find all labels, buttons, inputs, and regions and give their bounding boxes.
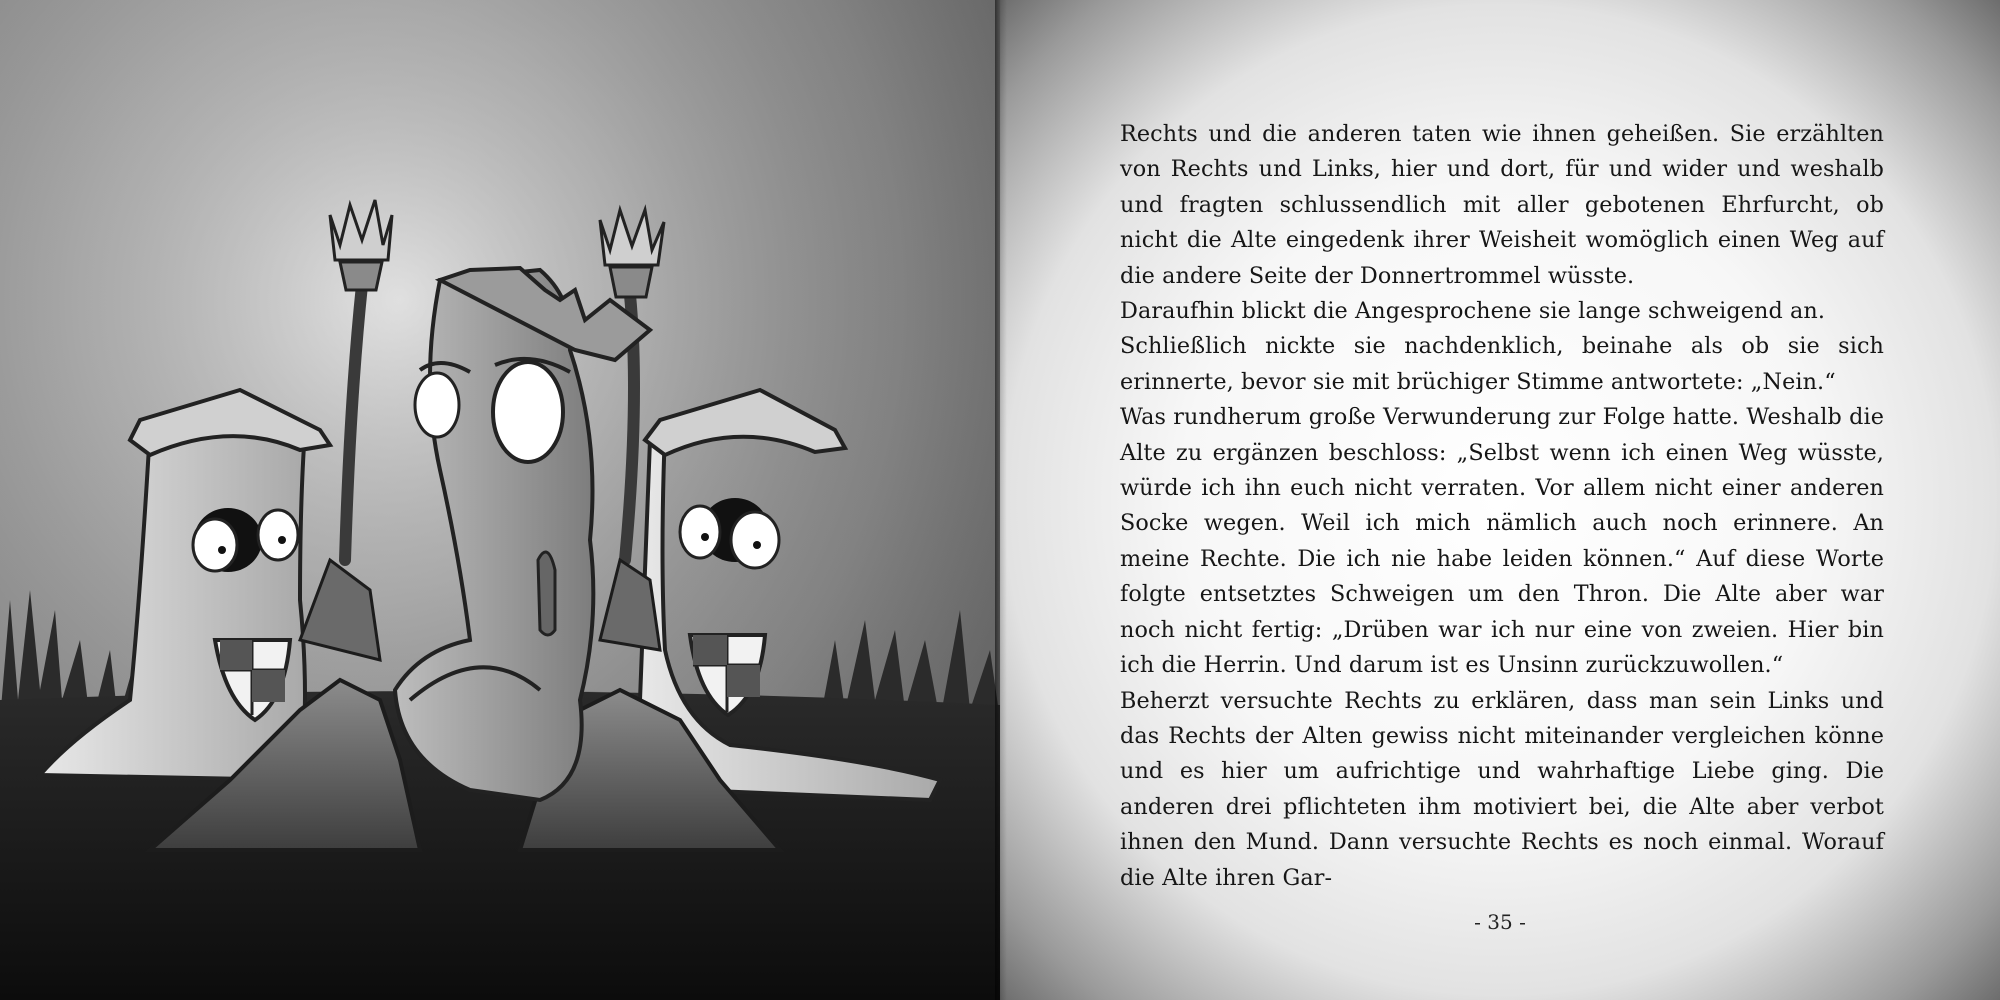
paragraph-5: Beherzt versuchte Rechts zu erklären, dass man sein Links und das Rechts der Alten gewiss nicht miteinander vergleichen könne und es hier um aufrichtige und wahrhaftige Liebe ging. Die anderen drei pflichteten ihm motiviert bei, die Alte aber verbot ihnen den Mund. Dann versuchte Rechts es noch einmal. Worauf die Alte ihren Gar- [1120, 687, 1884, 891]
paragraph-2: Daraufhin blickt die Angesprochene sie lange schweigend an. [1120, 298, 1826, 325]
page-number: - 35 - [1474, 910, 1526, 934]
paragraph-1: Rechts und die anderen taten wie ihnen geheißen. Sie erzählten von Rechts und Links, hier und dort, für und wider und weshalb und fragten schlussendlich mit aller gebotenen Ehrfurcht, ob nicht die Alte eingedenk ihrer Weisheit womöglich einen Weg auf die andere Seite der Donnertrommel wüsste. [1120, 121, 1884, 289]
book-gutter [995, 0, 1007, 1000]
story-text [1120, 117, 1884, 896]
text-page [1000, 0, 2000, 1000]
paragraph-4: Was rundherum große Verwunderung zur Folge hatte. Weshalb die Alte zu ergänzen beschloss: „Selbst wenn ich einen Weg wüsste, würde ich ihn euch nicht verraten. Vor allem nicht einer anderen Socke wegen. Weil ich mich nämlich auch noch erinnere. An meine Rechte. Die ich nie habe leiden können.“ Auf diese Worte folgte entsetztes Schweigen um den Thron. Die Alte aber war noch nicht fertig: „Drüben war ich nur eine von zweien. Hier bin ich die Herrin. Und darum ist es Unsinn zurückzuwollen.“ [1120, 404, 1884, 679]
paragraph-3: Schließlich nickte sie nachdenklich, beinahe als ob sie sich erinnerte, bevor sie mit brüchiger Stimme antwortete: „Nein.“ [1120, 333, 1884, 395]
